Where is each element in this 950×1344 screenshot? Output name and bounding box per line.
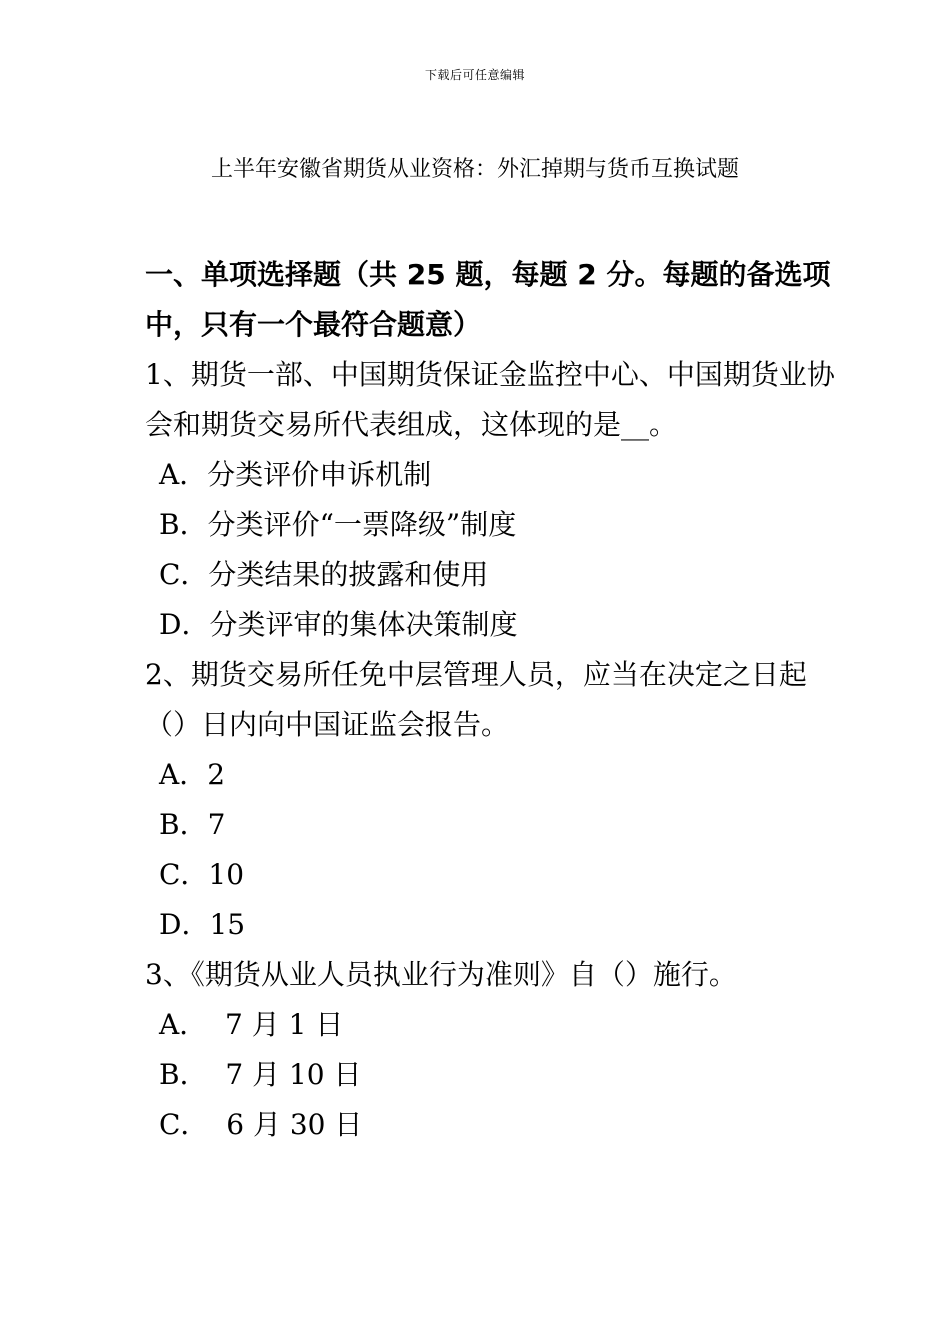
option-c: C．分类结果的披露和使用 — [159, 558, 489, 591]
question-1 — [145, 350, 835, 650]
question-text: 1、期货一部、中国期货保证金监控中心、中国期货业协会和期货交易所代表组成，这体现的是__。 — [145, 358, 835, 441]
section-heading: 一、单项选择题（共 25 题，每题 2 分。每题的备选项中，只有一个最符合题意） — [145, 258, 831, 341]
document-body — [145, 250, 835, 1150]
option-a: A．分类评价申诉机制 — [159, 458, 432, 491]
option-d: D．15 — [159, 908, 246, 941]
option-c: C． 6 月 30 日 — [159, 1108, 363, 1141]
question-text: 3、《期货从业人员执业行为准则》自（）施行。 — [145, 958, 737, 991]
option-a: A． 7 月 1 日 — [159, 1008, 344, 1041]
option-b: B． 7 月 10 日 — [159, 1058, 362, 1091]
option-b: B．7 — [159, 808, 226, 841]
question-3 — [145, 950, 835, 1150]
option-a: A．2 — [159, 758, 226, 791]
option-c: C．10 — [159, 858, 245, 891]
question-2 — [145, 650, 835, 950]
option-b: B．分类评价“一票降级”制度 — [159, 508, 517, 541]
question-text: 2、期货交易所任免中层管理人员，应当在决定之日起（）日内向中国证监会报告。 — [145, 658, 807, 741]
document-title: 上半年安徽省期货从业资格：外汇掉期与货币互换试题 — [210, 157, 739, 182]
header-note: 下载后可任意编辑 — [424, 68, 525, 82]
option-d: D．分类评审的集体决策制度 — [159, 608, 518, 641]
